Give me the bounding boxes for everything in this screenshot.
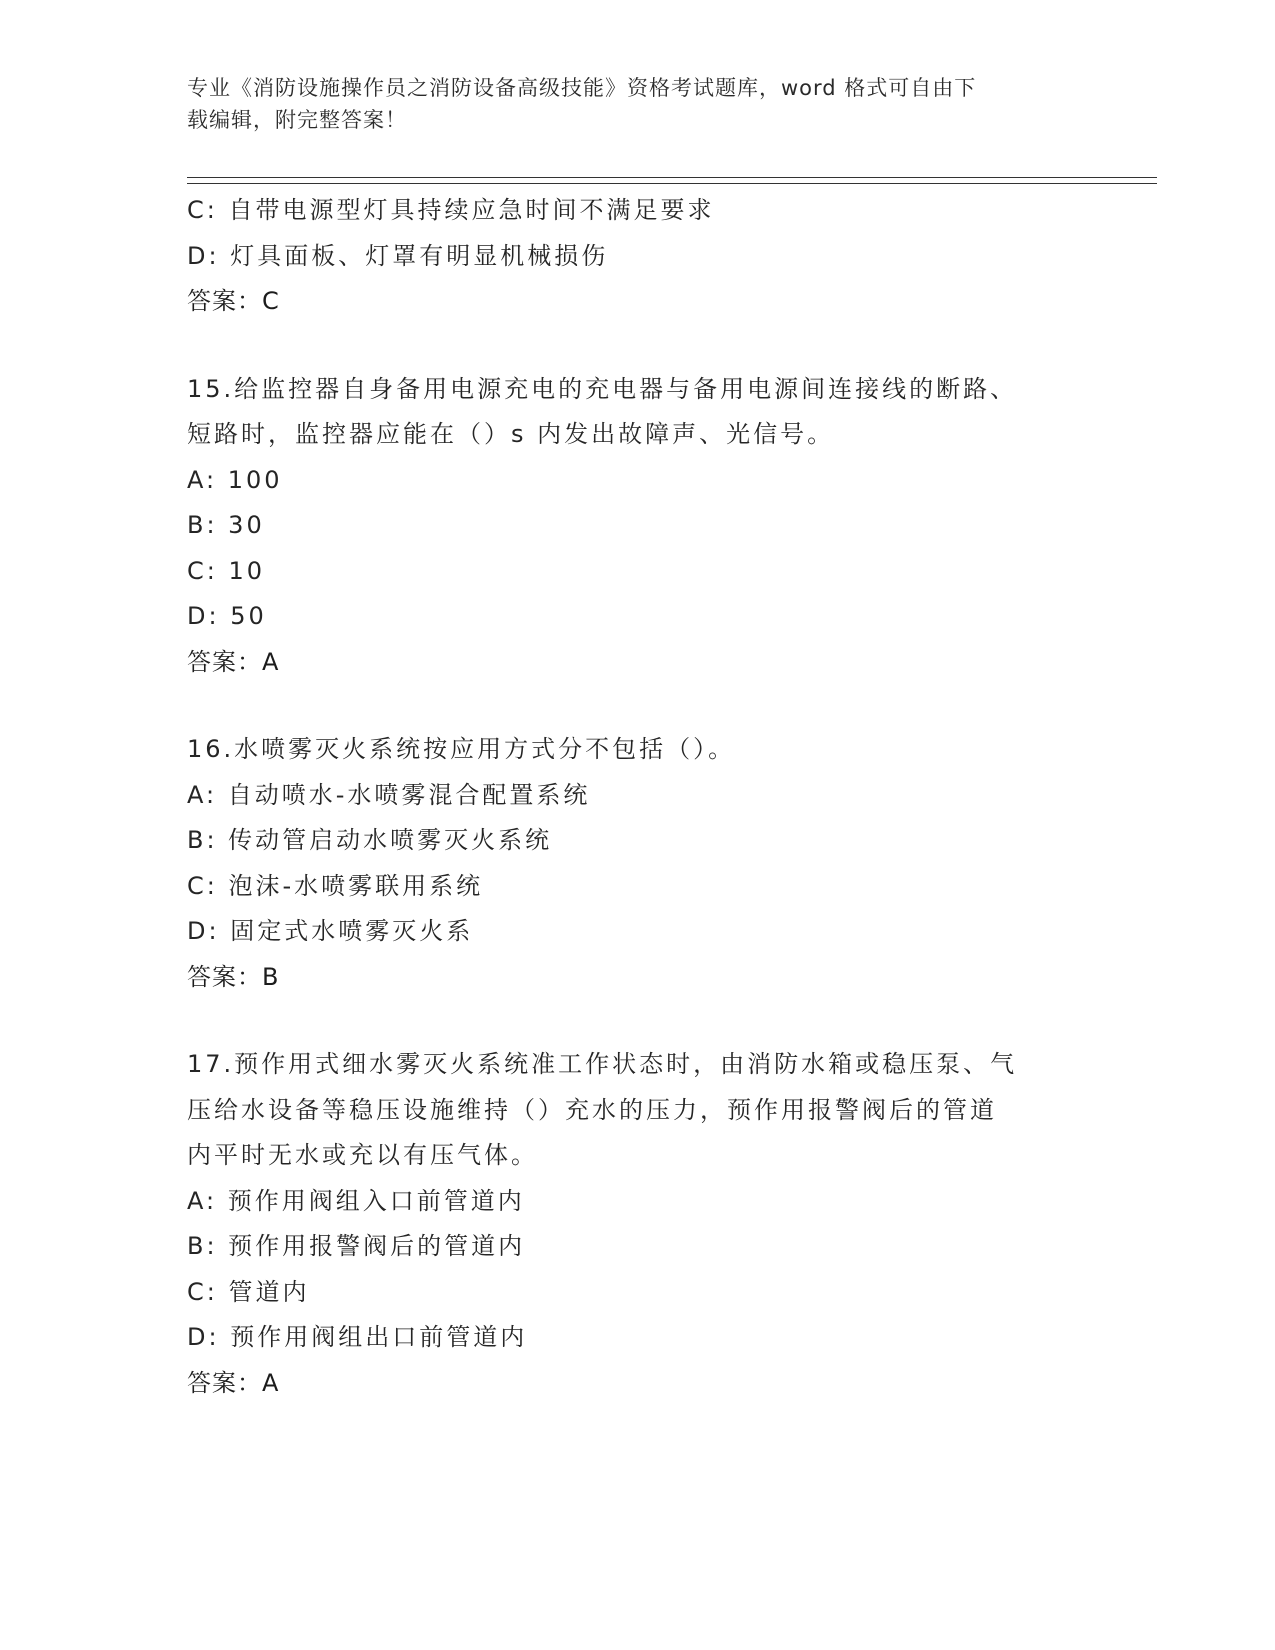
option-a: A: 100 [187, 465, 283, 494]
question-17 [187, 1042, 1087, 1406]
option-b: B: 预作用报警阀后的管道内 [187, 1232, 526, 1260]
option-a: A: 自动喷水-水喷雾混合配置系统 [187, 780, 591, 809]
question-continued [187, 188, 1087, 325]
option-b: B: 30 [187, 511, 265, 539]
option-d: D: 灯具面板、灯罩有明显机械损伤 [187, 241, 609, 270]
option-d: D: 固定式水喷雾灭火系 [187, 917, 474, 945]
option-a: A: 预作用阀组入口前管道内 [187, 1186, 525, 1215]
answer-line: 答案：A [187, 1368, 280, 1397]
option-c: C: 自带电源型灯具持续应急时间不满足要求 [187, 196, 715, 224]
header-line-1: 专业《消防设施操作员之消防设备高级技能》资格考试题库，word 格式可自由下 [187, 76, 977, 100]
header-divider-top [187, 177, 1157, 178]
answer-line: 答案：C [187, 287, 280, 315]
question-stem-line: 15.给监控器自身备用电源充电的充电器与备用电源间连接线的断路、 [187, 374, 1018, 403]
spacer [187, 325, 1087, 367]
option-d: D: 50 [187, 602, 267, 630]
document-header [187, 72, 1087, 136]
answer-line: 答案：B [187, 962, 280, 991]
spacer [187, 1000, 1087, 1042]
option-c: C: 10 [187, 556, 266, 585]
spacer [187, 685, 1087, 727]
option-d: D: 预作用阀组出口前管道内 [187, 1323, 528, 1351]
question-list [187, 188, 1087, 1406]
question-15 [187, 367, 1087, 686]
question-stem-line: 内平时无水或充以有压气体。 [187, 1141, 538, 1169]
question-stem-line: 16.水喷雾灭火系统按应用方式分不包括（）。 [187, 735, 736, 763]
question-stem-line: 短路时，监控器应能在（）s 内发出故障声、光信号。 [187, 420, 835, 448]
header-divider-bottom [187, 183, 1157, 184]
option-c: C: 泡沫-水喷雾联用系统 [187, 871, 484, 900]
header-line-2: 载编辑，附完整答案！ [187, 108, 407, 132]
question-stem-line: 17.预作用式细水雾灭火系统准工作状态时，由消防水箱或稳压泵、气 [187, 1050, 1018, 1078]
question-stem-line: 压给水设备等稳压设施维持（）充水的压力，预作用报警阀后的管道 [187, 1095, 997, 1124]
option-c: C: 管道内 [187, 1277, 310, 1306]
question-16 [187, 727, 1087, 1000]
answer-line: 答案：A [187, 647, 280, 676]
option-b: B: 传动管启动水喷雾灭火系统 [187, 826, 553, 854]
